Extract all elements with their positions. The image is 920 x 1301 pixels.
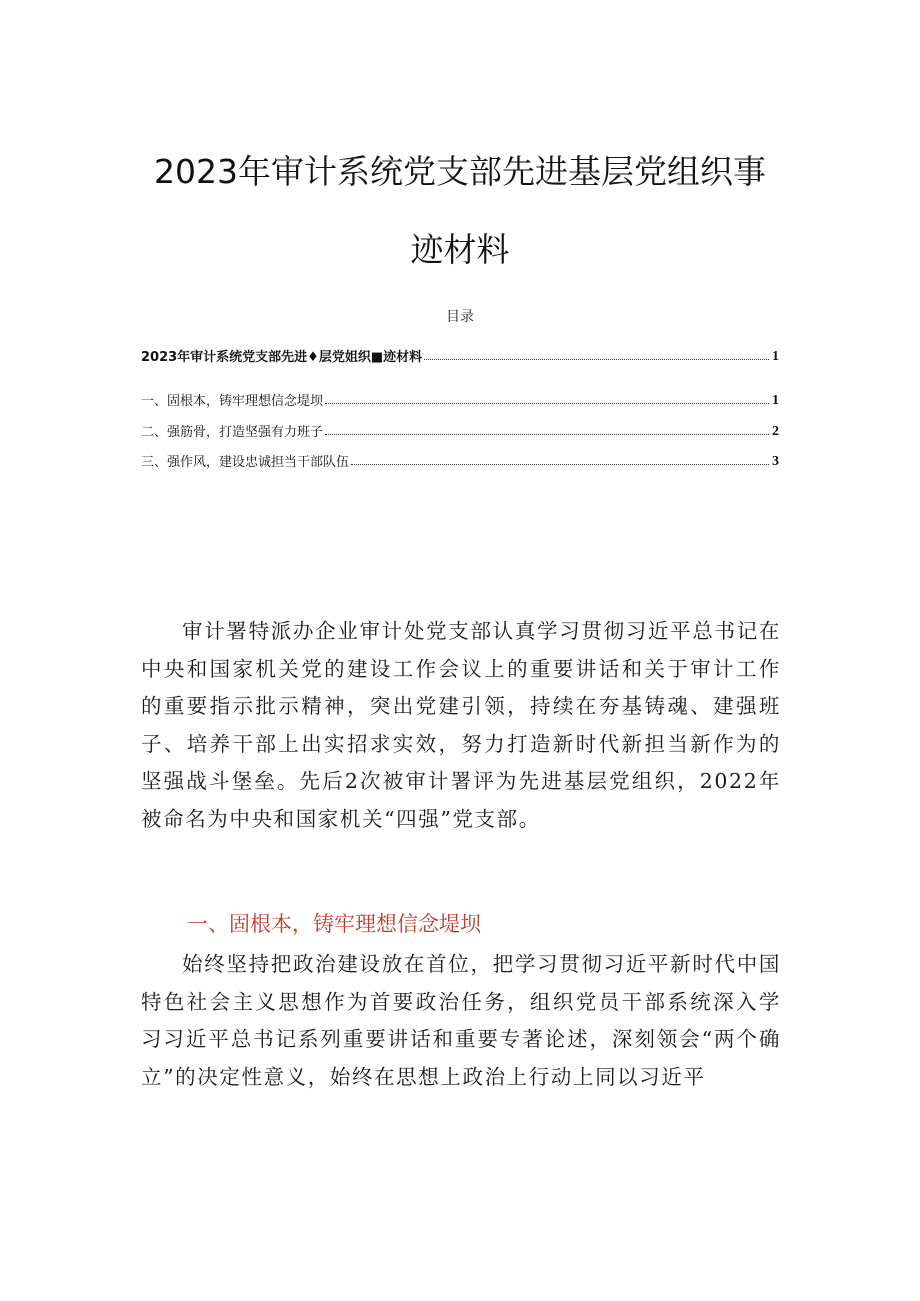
toc-dot-leader <box>424 358 769 360</box>
section-1-paragraph-block <box>141 946 781 1096</box>
toc-heading: 目录 <box>446 309 474 325</box>
toc-entry-title[interactable] <box>141 345 779 365</box>
toc-entry-label: 一、固根本，铸牢理想信念堤坝 <box>141 394 324 409</box>
toc-entry-section-2[interactable] <box>141 420 779 440</box>
section-1-heading: 一、固根本，铸牢理想信念堤坝 <box>187 912 481 936</box>
toc-entry-page: 3 <box>772 454 779 469</box>
toc-entry-section-1[interactable] <box>141 389 779 409</box>
toc-entry-page: 2 <box>772 424 779 439</box>
toc-entry-label: 二、强筋骨，打造坚强有力班子 <box>141 425 324 440</box>
document-title-line-2: 迹材料 <box>410 230 510 269</box>
toc-entry-section-3[interactable] <box>141 450 779 470</box>
toc-dot-leader <box>325 402 769 404</box>
toc-dot-leader <box>325 433 769 435</box>
toc-entry-page: 1 <box>772 393 779 408</box>
toc-entry-page: 1 <box>772 349 779 364</box>
toc-entry-label: 三、强作风，建设忠诚担当干部队伍 <box>141 455 350 470</box>
toc-dot-leader <box>351 463 769 465</box>
intro-paragraph-block <box>141 613 781 838</box>
intro-paragraph: 审计署特派办企业审计处党支部认真学习贯彻习近平总书记在中央和国家机关党的建设工作会议上的重要讲话和关于审计工作的重要指示批示精神，突出党建引领，持续在夯基铸魂、建强班子、培养干部上出实招求实效，努力打造新时代新担当新作为的坚强战斗堡垒。先后2次被审计署评为先进基层党组织，2022年被命名为中央和国家机关“四强”党支部。 <box>141 619 781 831</box>
section-1-paragraph: 始终坚持把政治建设放在首位，把学习贯彻习近平新时代中国特色社会主义思想作为首要政治任务，组织党员干部系统深入学习习近平总书记系列重要讲话和重要专著论述，深刻领会“两个确立”的决定性意义，始终在思想上政治上行动上同以习近平 <box>141 952 781 1089</box>
toc-entry-label: 2023年审计系统党支部先进♦层党姐织■迹材料 <box>141 350 423 365</box>
document-title-line-1: 2023年审计系统党支部先进基层党组织事 <box>154 152 766 191</box>
